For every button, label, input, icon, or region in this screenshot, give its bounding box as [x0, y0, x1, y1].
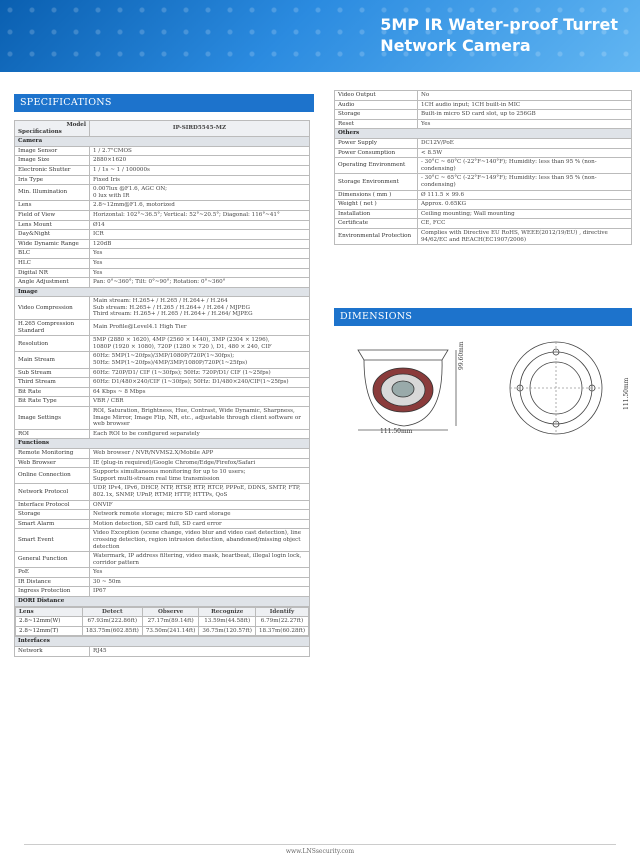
spec-row: [15, 230, 310, 240]
dori-table-row: [15, 606, 310, 637]
spec-label: Environmental Protection: [335, 228, 418, 244]
group-row: [15, 637, 310, 647]
spec-value: Ø 111.5 × 99.6: [418, 190, 632, 200]
spec-value: Ø14: [90, 220, 310, 230]
spec-value: - 30°C ~ 65°C (-22°F~149°F); Humidity: less than 95 % (non-condensing): [418, 174, 632, 190]
spec-row: [15, 320, 310, 336]
spec-value: 60Hz: 5MP(1~20fps)/3MP/1080P/720P(1~30fps); 50Hz: 5MP(1~20fps)/4MP/3MP/1080P/720P(1~25fps): [90, 352, 310, 368]
specifications-table: [14, 120, 310, 657]
spec-label: Smart Event: [15, 529, 90, 552]
spec-value: Video Exception (scene change, video blur and video cast detection), line crossing detection, region intrusion detection, abandoned/missing object detection: [90, 529, 310, 552]
spec-value: UDP, IPv4, IPv6, DHCP, NTP, RTSP, RTP, RTCP, PPPoE, DDNS, SMTP, FTP, 802.1x, SNMP, UPnP, RTMP, HTTP, HTTPs, QoS: [90, 484, 310, 500]
spec-row: [335, 148, 632, 158]
spec-value: 5MP (2880 × 1620), 4MP (2560 × 1440), 3MP (2304 × 1296), 1080P (1920 × 1080), 720P (1280 × 720 ), D1, 480 × 240, CIF: [90, 336, 310, 352]
spec-value: No: [418, 91, 632, 101]
spec-row: [335, 100, 632, 110]
dori-header: Recognize: [199, 607, 256, 617]
spec-row: [15, 510, 310, 520]
spec-row: [15, 568, 310, 578]
spec-value: Ceiling mounting; Wall mounting: [418, 209, 632, 219]
spec-label: Field of View: [15, 210, 90, 220]
spec-label: Image Sensor: [15, 146, 90, 156]
spec-value: DC12V/PoE: [418, 138, 632, 148]
group-row: [15, 137, 310, 147]
model-header-row: [15, 121, 310, 137]
spec-label: Angle Adjustment: [15, 278, 90, 288]
spec-label: Interface Protocol: [15, 500, 90, 510]
spec-value: Yes: [90, 568, 310, 578]
spec-value: 0.007lux @F1.6, AGC ON; 0 lux with IR: [90, 185, 310, 201]
spec-label: Lens: [15, 201, 90, 211]
spec-row: [15, 239, 310, 249]
spec-row: [335, 174, 632, 190]
spec-value: 60Hz: 720P/D1/ CIF (1~30fps); 50Hz: 720P/D1/ CIF (1~25fps): [90, 368, 310, 378]
spec-row: [335, 209, 632, 219]
spec-value: 2880×1620: [90, 156, 310, 166]
spec-label: Digital NR: [15, 268, 90, 278]
spec-label: IR Distance: [15, 577, 90, 587]
spec-row: [15, 529, 310, 552]
spec-label: Network: [15, 647, 90, 657]
width-label-1: 111.50mm: [380, 428, 413, 435]
model-value: IP-SIRD5545-MZ: [90, 121, 310, 137]
spec-value: CE, FCC: [418, 219, 632, 229]
dimensions-heading: DIMENSIONS: [334, 308, 632, 326]
spec-value: Main Profile@Level4.1 High Tier: [90, 320, 310, 336]
spec-row: [15, 577, 310, 587]
spec-label: PoE: [15, 568, 90, 578]
spec-row: [335, 119, 632, 129]
spec-value: Web browser / NVR/NVMS2.X/Mobile APP: [90, 448, 310, 458]
dori-row: [16, 626, 309, 636]
spec-label: Operating Environment: [335, 158, 418, 174]
dori-cell: 183.75m(602.85ft): [82, 626, 142, 636]
group-row: [335, 129, 632, 139]
spec-value: 1 / 2.7"CMOS: [90, 146, 310, 156]
spec-label: Min. Illumination: [15, 185, 90, 201]
spec-value: 30 ~ 50m: [90, 577, 310, 587]
dori-cell: 6.79m(22.27ft): [255, 617, 308, 627]
spec-value: Yes: [418, 119, 632, 129]
title-line-1: 5MP IR Water-proof Turret: [380, 15, 618, 34]
dori-header: Identify: [255, 607, 308, 617]
spec-row: [15, 519, 310, 529]
spec-row: [335, 200, 632, 210]
spec-row: [15, 448, 310, 458]
spec-row: [15, 185, 310, 201]
header-banner: [0, 0, 640, 72]
spec-label: Audio: [335, 100, 418, 110]
spec-row: [335, 228, 632, 244]
dori-cell: 73.50m(241.14ft): [142, 626, 199, 636]
spec-value: 1CH audio input; 1CH built-in MIC: [418, 100, 632, 110]
spec-label: Remote Monitoring: [15, 448, 90, 458]
spec-value: Yes: [90, 268, 310, 278]
spec-label: Certificate: [335, 219, 418, 229]
spec-value: Motion detection, SD card full, SD card error: [90, 519, 310, 529]
dori-cell: 36.75m(120.57ft): [199, 626, 256, 636]
spec-value: Main stream: H.265+ / H.265 / H.264+ / H.264 Sub stream: H.265+ / H.265 / H.264+ / H.264 / MJPEG Third stream: H.265+ / H.265 / H.264+ / H.264/ MJPEG: [90, 297, 310, 320]
spec-row: [15, 387, 310, 397]
spec-label: Weight ( net ): [335, 200, 418, 210]
spec-value: 60Hz: D1/480×240/CIF (1~30fps); 50Hz: D1/480×240/CIF(1~25fps): [90, 378, 310, 388]
spec-label: Image Size: [15, 156, 90, 166]
spec-label: Smart Alarm: [15, 519, 90, 529]
spec-value: ICR: [90, 230, 310, 240]
spec-value: ONVIF: [90, 500, 310, 510]
spec-row: [15, 156, 310, 166]
specifications-label: Specifications: [18, 128, 62, 135]
spec-label: Electronic Shutter: [15, 165, 90, 175]
spec-row: [15, 407, 310, 430]
spec-row: [15, 249, 310, 259]
spec-value: 64 Kbps ~ 8 Mbps: [90, 387, 310, 397]
spec-value: ROI, Saturation, Brightness, Hue, Contrast, Wide Dynamic, Sharpness, Image Mirror, Image Flip, NR, etc., adjustable through client software or web browser: [90, 407, 310, 430]
spec-value: 120dB: [90, 239, 310, 249]
spec-value: Supports simultaneous monitoring for up to 10 users; Support multi-stream real time transmission: [90, 468, 310, 484]
spec-value: Watermark, IP address filtering, video mask, heartbeat, illegal login lock, corridor pattern: [90, 552, 310, 568]
footer-url: www.LNSsecurity.com: [285, 848, 355, 855]
spec-row: [15, 468, 310, 484]
spec-row: [15, 220, 310, 230]
dori-cell: 18.37m(60.28ft): [255, 626, 308, 636]
footer-rule: [24, 844, 616, 845]
spec-label: Bit Rate Type: [15, 397, 90, 407]
group-row: [15, 439, 310, 449]
mount-base-outline: [358, 350, 448, 360]
spec-value: - 30°C ~ 60°C (-22°F~140°F); Humidity: less than 95 % (non-condensing): [418, 158, 632, 174]
spec-row: [15, 484, 310, 500]
spec-label: Power Consumption: [335, 148, 418, 158]
spec-label: Main Stream: [15, 352, 90, 368]
spec-label: Reset: [335, 119, 418, 129]
spec-row: [15, 210, 310, 220]
model-label: Model: [66, 122, 86, 128]
spec-label: Dimensions ( mm ): [335, 190, 418, 200]
spec-row: [15, 278, 310, 288]
spec-label: Storage: [15, 510, 90, 520]
dori-header-row: [16, 607, 309, 617]
dori-cell: 2.8~12mm(W): [16, 617, 83, 627]
dori-header: Observe: [142, 607, 199, 617]
dori-header: Detect: [82, 607, 142, 617]
spec-row: [15, 378, 310, 388]
spec-row: [335, 190, 632, 200]
spec-row: [15, 175, 310, 185]
spec-value: 1 / 1s ~ 1 / 100000s: [90, 165, 310, 175]
spec-value: Yes: [90, 249, 310, 259]
spec-value: Fixed Iris: [90, 175, 310, 185]
spec-label: Lens Mount: [15, 220, 90, 230]
spec-label: Storage Environment: [335, 174, 418, 190]
dori-container: [15, 606, 310, 637]
spec-row: [335, 91, 632, 101]
dori-cell: 13.59m(44.58ft): [199, 617, 256, 627]
spec-row: [15, 297, 310, 320]
group-row: [15, 287, 310, 297]
spec-label: ROI: [15, 429, 90, 439]
spec-row: [15, 336, 310, 352]
spec-label: Wide Dynamic Range: [15, 239, 90, 249]
spec-row: [15, 500, 310, 510]
spec-value: 2.8~12mm@F1.6, motorized: [90, 201, 310, 211]
spec-label: Installation: [335, 209, 418, 219]
spec-row: [15, 165, 310, 175]
dori-cell: 67.93m(222.86ft): [82, 617, 142, 627]
spec-row: [15, 268, 310, 278]
group-title: Image: [15, 287, 310, 297]
spec-value: Network remote storage; micro SD card storage: [90, 510, 310, 520]
spec-label: Third Stream: [15, 378, 90, 388]
title-line-2: Network Camera: [380, 36, 531, 55]
group-title: Others: [335, 129, 632, 139]
model-header-cell: [15, 121, 90, 137]
spec-label: Power Supply: [335, 138, 418, 148]
spec-row: [335, 138, 632, 148]
spec-label: Resolution: [15, 336, 90, 352]
spec-label: Network Protocol: [15, 484, 90, 500]
camera-base-top-view-drawing: [506, 338, 610, 442]
group-title: Camera: [15, 137, 310, 147]
spec-row: [15, 146, 310, 156]
height-label-2: 111.50mm: [623, 377, 630, 410]
group-title: Interfaces: [15, 637, 310, 647]
spec-value: Yes: [90, 258, 310, 268]
spec-label: BLC: [15, 249, 90, 259]
spec-value: VBR / CBR: [90, 397, 310, 407]
spec-label: Image Settings: [15, 407, 90, 430]
dori-row: [16, 617, 309, 627]
spec-row: [15, 397, 310, 407]
group-row: [15, 597, 310, 607]
group-title: Functions: [15, 439, 310, 449]
spec-label: Storage: [335, 110, 418, 120]
spec-label: Web Browser: [15, 458, 90, 468]
spec-value: < 8.5W: [418, 148, 632, 158]
spec-label: Day&Night: [15, 230, 90, 240]
spec-row: [15, 258, 310, 268]
spec-value: IP67: [90, 587, 310, 597]
spec-value: RJ45: [90, 647, 310, 657]
dori-cell: 27.17m(89.14ft): [142, 617, 199, 627]
spec-label: Sub Stream: [15, 368, 90, 378]
spec-label: Video Compression: [15, 297, 90, 320]
dori-table: [15, 607, 309, 637]
dori-header: Lens: [16, 607, 83, 617]
spec-value: IE (plug-in required)/Google Chrome/Edge/Firefox/Safari: [90, 458, 310, 468]
spec-label: General Function: [15, 552, 90, 568]
spec-row: [15, 201, 310, 211]
spec-row: [335, 219, 632, 229]
spec-label: Video Output: [335, 91, 418, 101]
dori-cell: 2.8~12mm(T): [16, 626, 83, 636]
spec-label: H.265 Compression Standard: [15, 320, 90, 336]
spec-value: Each ROI to be configured separately: [90, 429, 310, 439]
spec-label: Online Connection: [15, 468, 90, 484]
group-title: DORI Distance: [15, 597, 310, 607]
spec-label: HLC: [15, 258, 90, 268]
spec-value: Built-in micro SD card slot, up to 256GB: [418, 110, 632, 120]
spec-row: [15, 352, 310, 368]
lens-glass-inner: [392, 381, 414, 397]
spec-value: Complies with Directive EU RoHS, WEEE(2012/19/EU) , directive 94/62/EC and REACH(EC1907/2006): [418, 228, 632, 244]
specifications-table-continued: [334, 90, 632, 245]
spec-value: Pan: 0°~360°; Tilt: 0°~90°; Rotation: 0°~360°: [90, 278, 310, 288]
spec-label: Iris Type: [15, 175, 90, 185]
spec-row: [15, 552, 310, 568]
spec-row: [15, 429, 310, 439]
height-label-1: 99.60mm: [458, 341, 465, 370]
spec-row: [15, 587, 310, 597]
spec-row: [335, 158, 632, 174]
spec-row: [335, 110, 632, 120]
spec-value: Horizontal: 102°~36.5°; Vertical: 52°~20.5°; Diagonal: 116°~41°: [90, 210, 310, 220]
spec-row: [15, 647, 310, 657]
spec-row: [15, 368, 310, 378]
camera-side-view-drawing: [344, 332, 474, 442]
specifications-heading: SPECIFICATIONS: [14, 94, 314, 112]
spec-label: Ingress Protection: [15, 587, 90, 597]
spec-label: Bit Rate: [15, 387, 90, 397]
spec-row: [15, 458, 310, 468]
product-title: [380, 14, 618, 56]
spec-value: Approx. 0.65KG: [418, 200, 632, 210]
